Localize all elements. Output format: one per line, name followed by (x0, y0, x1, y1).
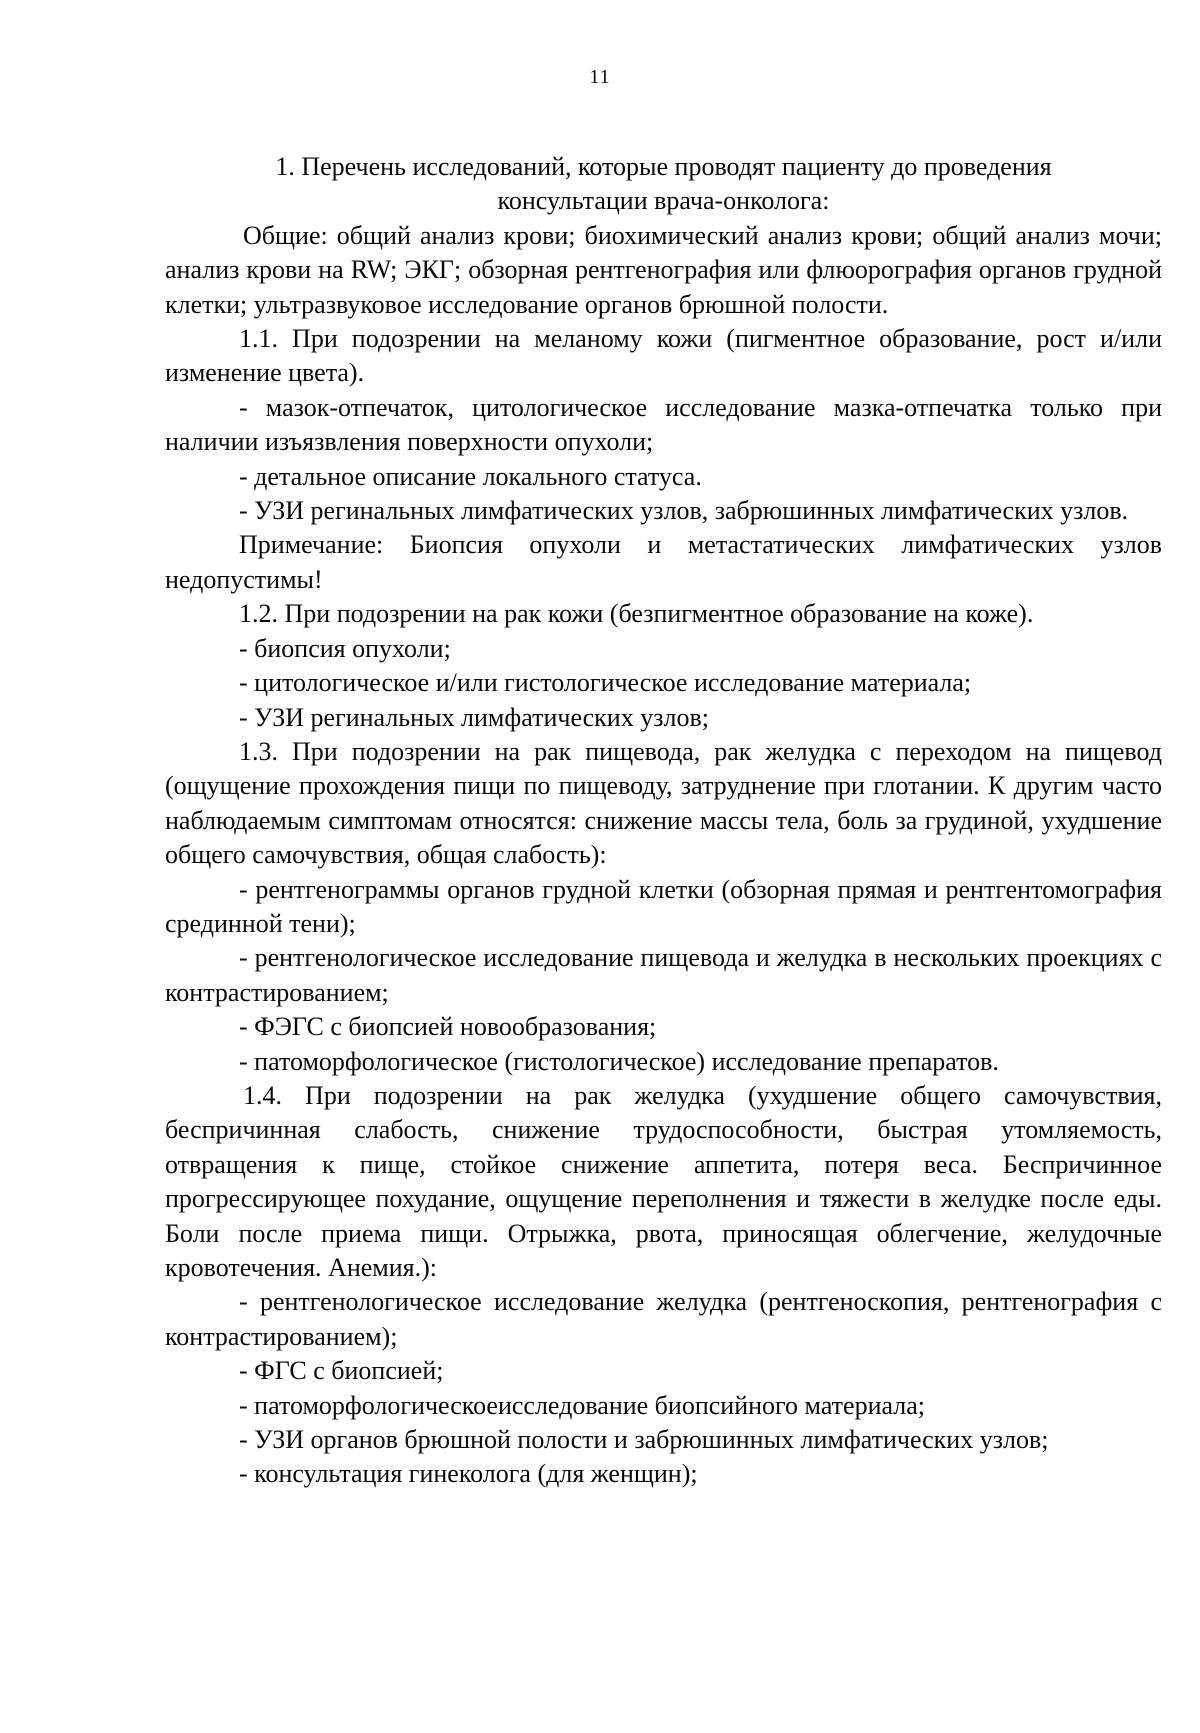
list-item: - УЗИ регинальных лимфатических узлов, забрюшинных лимфатических узлов. (239, 496, 1129, 526)
list-item: - ФГС с биопсией; (239, 1356, 444, 1386)
list-item: - ФЭГС с биопсией новообразования; (239, 1012, 657, 1042)
list-item: - рентгенологическое исследование желудка (рентгеноскопия, рентгенография с контрастированием); (165, 1287, 1162, 1351)
list-item: - рентгенограммы органов грудной клетки (обзорная прямая и рентгентомография срединной тени); (165, 874, 1162, 938)
list-item: - биопсия опухоли; (239, 633, 451, 663)
section-1-1-heading: 1.1. При подозрении на меланому кожи (пигментное образование, рост и/или изменение цвета). (165, 324, 1162, 388)
section-1-4-heading: 1.4. При подозрении на рак желудка (ухудшение общего самочувствия, беспричинная слабость, снижение трудоспособности, быстрая утомляемость, отвращения к пище, стойкое снижение аппетита, потеря веса. Беспричинное прогрессирующее похудание, ощущение переполнения и тяжести в желудке после еды. Боли после приема пищи. Отрыжка, рвота, приносящая облегчение, желудочные кровотечения. Анемия.): (165, 1080, 1162, 1282)
section-title-line-1: 1. Перечень исследований, которые проводят пациенту до проведения (275, 152, 1052, 181)
list-item: - цитологическое и/или гистологическое исследование материала; (239, 668, 972, 698)
section-1-2-heading: 1.2. При подозрении на рак кожи (безпигментное образование на коже). (239, 599, 1034, 629)
document-body (165, 150, 1162, 1492)
section-1-3-heading: 1.3. При подозрении на рак пищевода, рак желудка с переходом на пищевод (ощущение прохождения пищи по пищеводу, затруднение при глотании. К другим часто наблюдаемым симптомам относятся: снижение массы тела, боль за грудиной, ухудшение общего самочувствия, общая слабость): (165, 736, 1162, 870)
list-item: - мазок-отпечаток, цитологическое исследование мазка-отпечатка только при наличии изъязвления поверхности опухоли; (165, 392, 1162, 457)
list-item: - УЗИ органов брюшной полости и забрюшинных лимфатических узлов; (239, 1425, 1049, 1455)
list-item: - детальное описание локального статуса. (239, 461, 702, 491)
general-tests-paragraph: Общие: общий анализ крови; биохимический анализ крови; общий анализ мочи; анализ крови на RW; ЭКГ; обзорная рентгенография или флюорография органов грудной клетки; ультразвуковое исследование органов брюшной полости. (165, 220, 1162, 319)
list-item: - патоморфологическоеисследование биопсийного материала; (239, 1390, 926, 1420)
list-item: - патоморфологическое (гистологическое) исследование препаратов. (239, 1046, 999, 1076)
list-item: - УЗИ регинальных лимфатических узлов; (239, 702, 709, 732)
page-number: 11 (589, 66, 611, 88)
note-paragraph: Примечание: Биопсия опухоли и метастатических лимфатических узлов недопустимы! (165, 530, 1162, 594)
list-item: - консультация гинеколога (для женщин); (239, 1459, 698, 1489)
section-title-line-2: консультации врача-онколога: (497, 186, 830, 216)
list-item: - рентгенологическое исследование пищевода и желудка в нескольких проекциях с контрастированием; (165, 943, 1162, 1007)
